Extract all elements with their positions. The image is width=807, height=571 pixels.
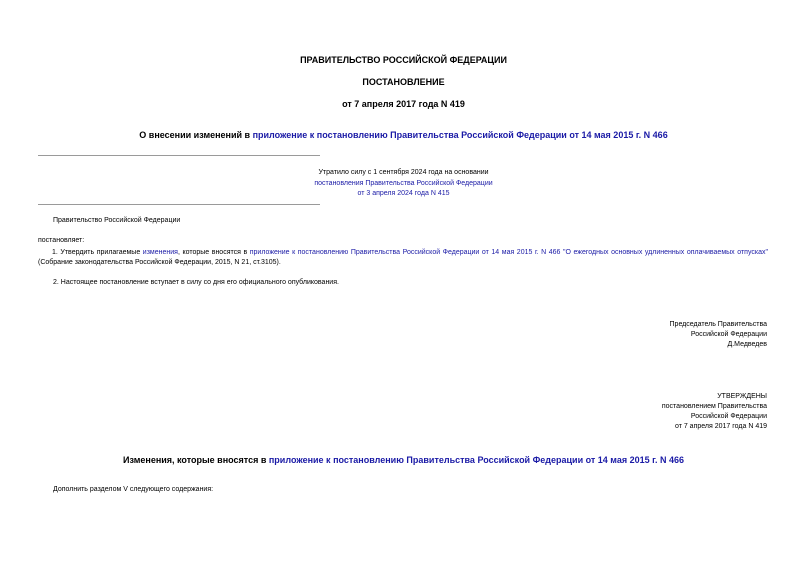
changes-title-link[interactable]: приложение к постановлению Правительства Российской Федерации от 14 мая 2015 г. N 466 — [268, 455, 684, 465]
status-note — [0, 168, 807, 200]
status-note-link-1[interactable]: постановления Правительства Российской Федерации — [314, 179, 493, 187]
approval-line-4: от 7 апреля 2017 года N 419 — [674, 423, 767, 430]
item-1 — [38, 248, 768, 268]
signature-name: Д.Медведев — [727, 341, 767, 348]
decrees-text: постановляет: — [38, 237, 85, 244]
item-1-text-c: (Собрание законодательства Российской Федерации, 2015, N 21, ст.3105). — [38, 259, 281, 266]
signature-block — [670, 320, 767, 350]
changes-title-prefix: Изменения, которые вносятся в — [123, 455, 269, 465]
item-1-text-b: , которые вносятся в — [177, 249, 250, 256]
approval-line-1: УТВЕРЖДЕНЫ — [717, 393, 767, 400]
document-title — [0, 130, 807, 140]
government-heading: ПРАВИТЕЛЬСТВО РОССИЙСКОЙ ФЕДЕРАЦИИ — [300, 55, 507, 65]
approval-line-2: постановлением Правительства — [661, 403, 767, 410]
item-2: 2. Настоящее постановление вступает в силу со дня его официального опубликования. — [53, 279, 339, 286]
status-note-text: Утратило силу с 1 сентября 2024 года на основании — [318, 169, 489, 176]
item-1-appendix-link[interactable]: приложение к постановлению Правительства Российской Федерации от 14 мая 2015 г. N 466 "О ежегодных основных удлиненных оплачиваемых отпусках" — [249, 249, 768, 256]
title-prefix: О внесении изменений в — [139, 130, 253, 140]
item-1-changes-link[interactable]: изменения — [142, 249, 178, 256]
signature-org: Российской Федерации — [690, 331, 767, 338]
signature-title: Председатель Правительства — [669, 321, 767, 328]
item-1-text-a: 1. Утвердить прилагаемые — [52, 249, 143, 256]
approval-block — [662, 392, 767, 432]
approval-line-3: Российской Федерации — [690, 413, 767, 420]
status-note-link-2[interactable]: от 3 апреля 2024 года N 415 — [357, 190, 450, 197]
title-link[interactable]: приложение к постановлению Правительства Российской Федерации от 14 мая 2015 г. N 466 — [252, 130, 668, 140]
divider-bottom — [38, 204, 320, 205]
divider-top — [38, 155, 320, 156]
changes-title — [0, 455, 807, 465]
closing-text: Дополнить разделом V следующего содержания: — [53, 486, 214, 493]
issuer-text: Правительство Российской Федерации — [53, 217, 181, 224]
document-date-number: от 7 апреля 2017 года N 419 — [342, 99, 465, 109]
document-type-heading: ПОСТАНОВЛЕНИЕ — [362, 77, 445, 87]
